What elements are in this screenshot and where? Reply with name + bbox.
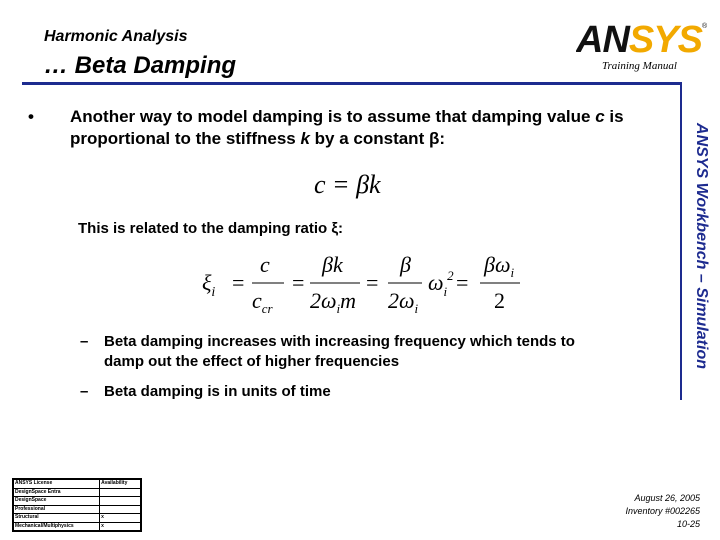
- bullet-text: [70, 106, 648, 150]
- footer-inventory: Inventory #002265: [625, 506, 700, 516]
- svg-text:ccr: $c_{cr}$: [252, 288, 273, 314]
- training-manual-label: Training Manual: [602, 60, 677, 72]
- sidebar-label: [684, 86, 718, 406]
- svg-text:c: c: [260, 252, 270, 277]
- table-row: [14, 522, 141, 531]
- license-header-cell: ANSYS License: [14, 480, 100, 489]
- license-table-header: [14, 480, 141, 489]
- footer-page-number: 10-25: [676, 519, 700, 529]
- svg-text:=: =: [456, 270, 469, 295]
- table-row: [14, 488, 141, 497]
- dash-marker: –: [80, 383, 89, 400]
- svg-text:2: 2: [494, 288, 505, 313]
- table-row: [14, 505, 141, 514]
- license-cell: x: [100, 522, 141, 531]
- footer: [600, 492, 700, 531]
- equation-beta-damping: c = βk: [314, 170, 381, 199]
- sidebar-label-text: ANSYS Workbench – Simulation: [693, 123, 710, 369]
- ansys-logo: [576, 18, 710, 60]
- svg-text:βk: βk: [322, 252, 343, 277]
- damping-ratio-note: This is related to the damping ratio ξ:: [78, 220, 344, 237]
- svg-text:βωi: $\beta\omega_i$: [484, 252, 515, 280]
- license-cell: DesignSpace: [14, 497, 100, 506]
- table-row: [14, 497, 141, 506]
- svg-text:®: ®: [702, 23, 708, 30]
- svg-text:2ωim: $2\omega_im$: [310, 288, 357, 314]
- svg-text:=: =: [292, 270, 305, 295]
- license-cell: DesignSpace Entra: [14, 488, 100, 497]
- bullet-text-part: Another way to model damping is to assume that damping value: [70, 107, 596, 126]
- bullet-marker: •: [28, 107, 34, 126]
- footer-date: August 26, 2005: [634, 493, 700, 503]
- svg-text:ξi: $\xi_i$: [202, 270, 216, 300]
- sub-bullet-item: [80, 382, 610, 402]
- slide-title: … Beta Damping: [44, 52, 237, 79]
- sidebar-rule: [680, 82, 682, 400]
- sub-bullet-text: Beta damping is in units of time: [104, 383, 331, 400]
- bullet-text-var-k: k: [300, 129, 310, 148]
- equation-damping-ratio: [202, 252, 532, 314]
- bullet-text-part: by a constant β:: [309, 129, 445, 148]
- bullet-item: [28, 106, 648, 150]
- section-subtitle: Harmonic Analysis: [44, 28, 188, 45]
- license-cell: Professional: [14, 505, 100, 514]
- license-table: [12, 478, 142, 532]
- license-header-cell: Availability: [100, 480, 141, 489]
- license-cell: Structural: [14, 514, 100, 523]
- svg-text:ANSYS: ANSYS: [576, 19, 702, 60]
- svg-text:=: =: [232, 270, 245, 295]
- license-cell: x: [100, 514, 141, 523]
- license-cell: Mechanical/Multiphysics: [14, 522, 100, 531]
- dash-marker: –: [80, 333, 89, 350]
- license-cell: [100, 488, 141, 497]
- license-cell: [100, 505, 141, 514]
- header-rule: [22, 82, 682, 85]
- svg-text:=: =: [366, 270, 379, 295]
- bullet-text-part: is proportional to the stiffness: [70, 107, 624, 148]
- svg-text:β: β: [400, 252, 411, 277]
- svg-text:ωi2: $\omega_i^2$: [428, 268, 454, 299]
- svg-text:2ωi: $2\omega_i$: [388, 288, 419, 314]
- sub-bullet-text: Beta damping increases with increasing frequency which tends to damp out the effect of higher frequencies: [104, 333, 575, 370]
- sub-bullet-item: [80, 332, 610, 372]
- table-row: [14, 514, 141, 523]
- bullet-text-var-c: c: [595, 107, 605, 126]
- license-cell: [100, 497, 141, 506]
